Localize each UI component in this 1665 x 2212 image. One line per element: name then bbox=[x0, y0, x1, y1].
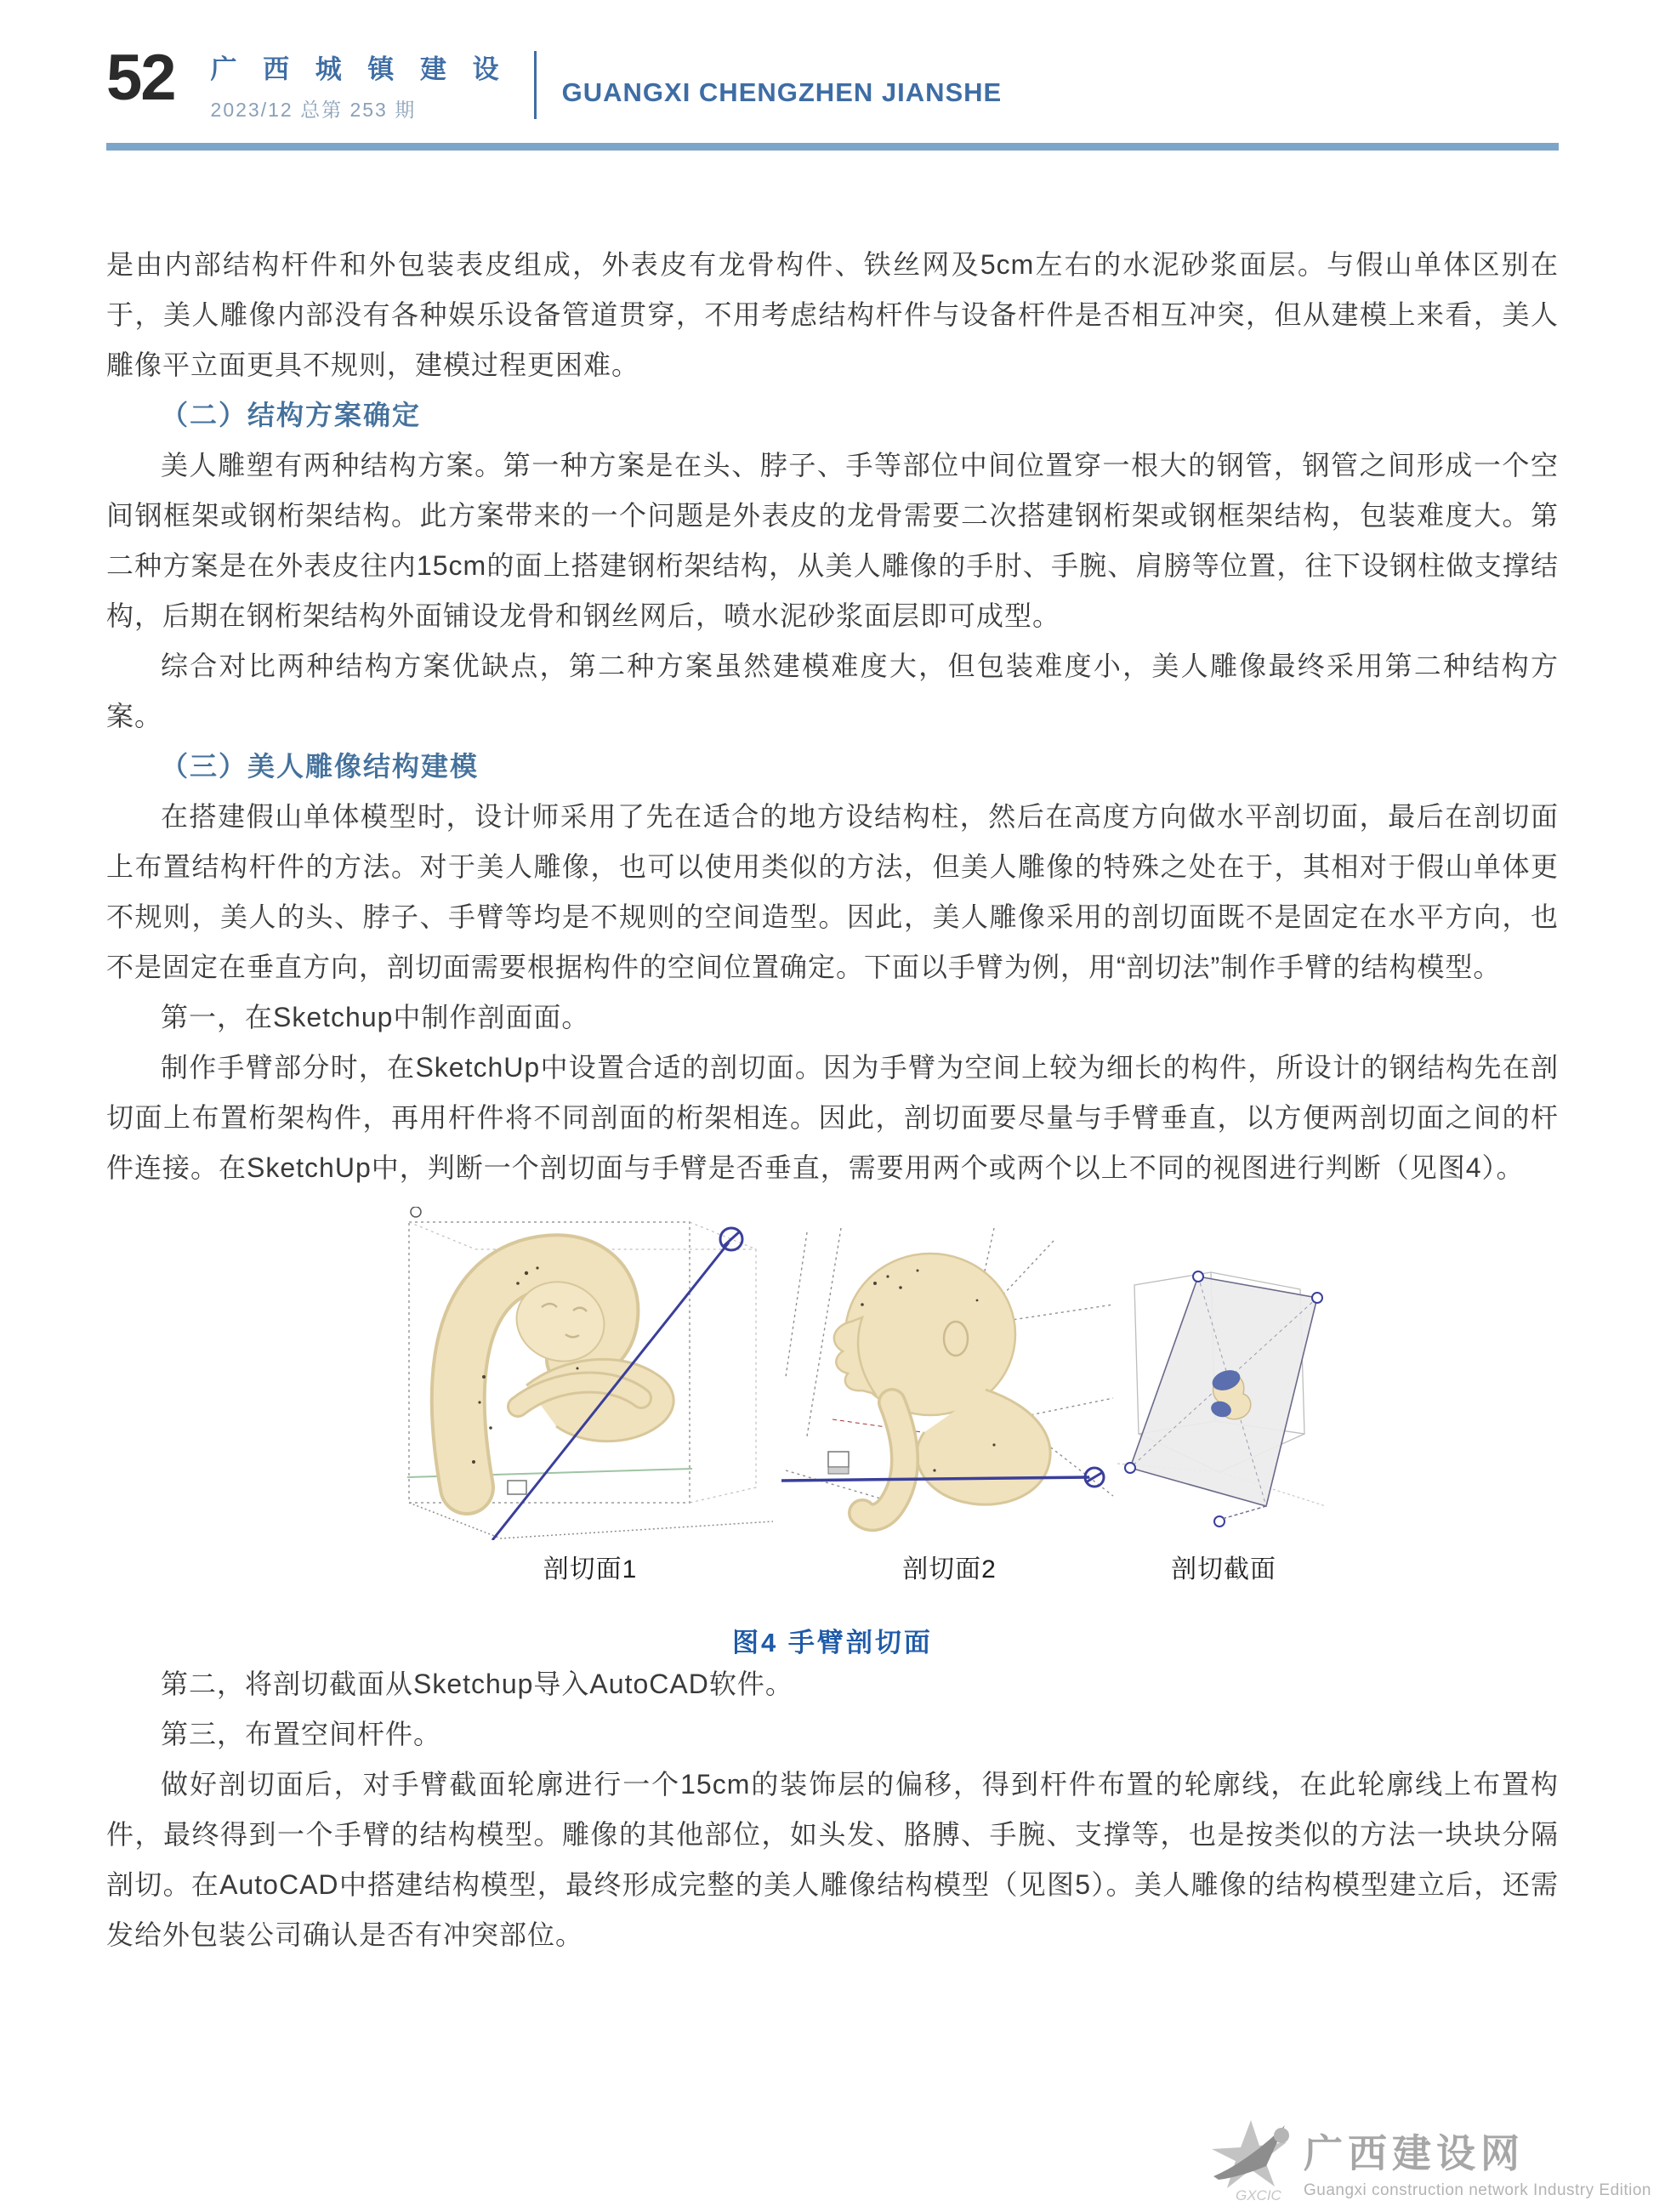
paragraph: 美人雕塑有两种结构方案。第一种方案是在头、脖子、手等部位中间位置穿一根大的钢管，钢管之间形成一个空间钢框架或钢桁架结构。此方案带来的一个问题是外表皮的龙骨需要二次搭建钢桁架或钢框架结构，包装难度大。第二种方案是在外表皮往内15cm的面上搭建钢桁架结构，从美人雕像的手肘、手腕、肩膀等位置，往下设钢柱做支撑结构，后期在钢桁架结构外面铺设龙骨和钢丝网后，喷水泥砂浆面层即可成型。 bbox=[106, 450, 1559, 631]
figure-panel-1 bbox=[399, 1207, 781, 1585]
section-cut-image bbox=[1117, 1251, 1330, 1540]
figure-panel-3 bbox=[1117, 1251, 1330, 1585]
paragraph: 做好剖切面后，对手臂截面轮廓进行一个15cm的装饰层的偏移，得到杆件布置的轮廓线，在此轮廓线上布置构件，最终得到一个手臂的结构模型。雕像的其他部位，如头发、胳膊、手腕、支撑等，也是按类似的方法一块块分隔剖切。在AutoCAD中搭建结构模型，最终形成完整的美人雕像结构模型（见图5）。美人雕像的结构模型建立后，还需发给外包装公司确认是否有冲突部位。 bbox=[106, 1769, 1559, 1950]
paragraph: 第一，在Sketchup中制作剖面面。 bbox=[161, 1002, 590, 1032]
panel-1-label: 剖切面1 bbox=[543, 1555, 638, 1584]
paragraph: 在搭建假山单体模型时，设计师采用了先在适合的地方设结构柱，然后在高度方向做水平剖切面，最后在剖切面上布置结构杆件的方法。对于美人雕像，也可以使用类似的方法，但美人雕像的特殊之处在于，其相对于假山单体更不规则，美人的头、脖子、手臂等均是不规则的空间造型。因此，美人雕像采用的剖切面既不是固定在水平方向，也不是固定在垂直方向，剖切面需要根据构件的空间位置确定。下面以手臂为例，用“剖切法”制作手臂的结构模型。 bbox=[106, 801, 1559, 982]
page-number: 52 bbox=[106, 42, 175, 114]
header-rule bbox=[106, 143, 1559, 151]
paragraph: 制作手臂部分时，在SketchUp中设置合适的剖切面。因为手臂为空间上较为细长的构件，所设计的钢结构先在剖切面上布置桁架构件，再用杆件将不同剖面的桁架相连。因此，剖切面要尽量与手臂垂直，以方便两剖切面之间的杆件连接。在SketchUp中，判断一个剖切面与手臂是否垂直，需要用两个或两个以上不同的视图进行判断（见图4）。 bbox=[106, 1052, 1559, 1183]
paragraph: 是由内部结构杆件和外包装表皮组成，外表皮有龙骨构件、铁丝网及5cm左右的水泥砂浆面层。与假山单体区别在于，美人雕像内部没有各种娱乐设备管道贯穿，不用考虑结构杆件与设备杆件是否相互冲突，但从建模上来看，美人雕像平立面更具不规则，建模过程更困难。 bbox=[106, 249, 1559, 380]
figure-panel-2 bbox=[781, 1224, 1117, 1585]
footer-site-block bbox=[1304, 2123, 1651, 2200]
section-heading-3: （三）美人雕像结构建模 bbox=[161, 751, 480, 782]
journal-title-en: GUANGXI CHENGZHEN JIANSHE bbox=[561, 77, 1003, 107]
section-plane-1-image bbox=[399, 1207, 781, 1540]
section-plane-2-image bbox=[781, 1224, 1117, 1540]
paragraph: 第三，布置空间杆件。 bbox=[161, 1719, 442, 1749]
page-footer bbox=[1203, 2117, 1651, 2205]
figure-4 bbox=[399, 1207, 1276, 1659]
journal-title-block bbox=[211, 48, 509, 122]
panel-2-label: 剖切面2 bbox=[902, 1555, 997, 1584]
site-name-en: Guangxi construction network Industry Edition bbox=[1303, 2181, 1651, 2199]
figure-4-caption: 图4 手臂剖切面 bbox=[732, 1628, 933, 1658]
journal-issue-info: 2023/12 总第 253 期 bbox=[210, 99, 417, 121]
page-header bbox=[0, 0, 1665, 122]
gxcic-logo-text: GXCIC bbox=[1235, 2187, 1281, 2203]
figure-4-panels bbox=[399, 1207, 1276, 1585]
article-body bbox=[0, 151, 1665, 1960]
journal-title-cn: 广 西 城 镇 建 设 bbox=[210, 54, 509, 84]
paragraph: 第二，将剖切截面从Sketchup导入AutoCAD软件。 bbox=[161, 1669, 793, 1699]
panel-3-label: 剖切截面 bbox=[1171, 1555, 1276, 1584]
site-name-cn: 广西建设网 bbox=[1303, 2130, 1525, 2175]
paragraph: 综合对比两种结构方案优缺点，第二种方案虽然建模难度大，但包装难度小，美人雕像最终采用第二种结构方案。 bbox=[106, 651, 1559, 731]
header-divider bbox=[534, 51, 537, 119]
gxcic-star-logo-icon bbox=[1203, 2117, 1298, 2205]
section-heading-2: （二）结构方案确定 bbox=[161, 400, 422, 430]
